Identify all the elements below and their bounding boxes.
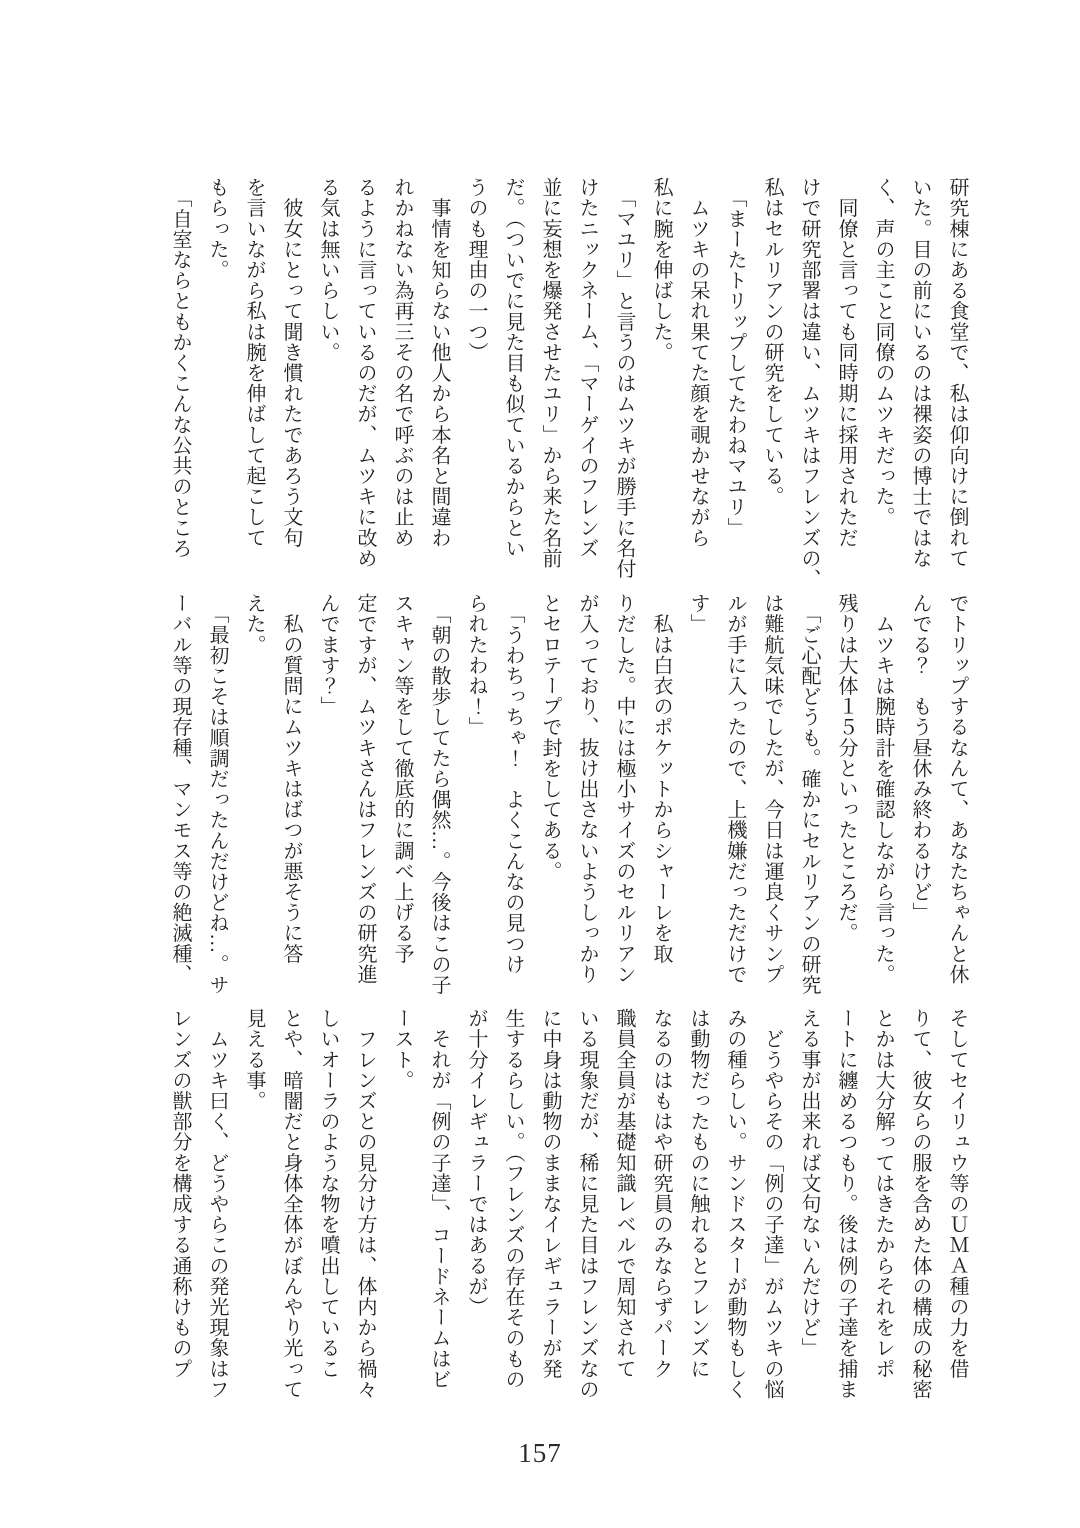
text-column: んでます？」 [317, 593, 339, 717]
text-column: りて、彼女らの服を含めた体の構成の秘密 [909, 1008, 931, 1400]
text-column: いた。目の前にいるのは裸姿の博士ではな [909, 177, 931, 569]
text-column: もらった。 [206, 177, 228, 280]
text-column: 「最初こそは順調だったんだけどね…。サ [206, 593, 228, 995]
text-column: ートに纏めるつもり。後は例の子達を捕ま [835, 1008, 857, 1400]
text-column: みの種らしい。サンドスターが動物もしく [724, 1008, 746, 1400]
text-column: うのも理由の一つ） [465, 177, 487, 363]
text-column: ムツキは腕時計を確認しながら言った。 [872, 593, 894, 985]
text-column: 「ご心配どうも。確かにセルリアンの研究 [798, 593, 820, 995]
text-column: ムツキの呆れ果てた顔を覗かせながら [687, 177, 709, 548]
text-column: りだした。中には極小サイズのセルリアン [613, 593, 635, 985]
text-column: ムツキ曰く、どうやらこの発光現象はフ [206, 1008, 228, 1400]
page-number: 157 [518, 1438, 562, 1468]
text-column: とや、暗闇だと身体全体がぼんやり光って [280, 1008, 302, 1400]
text-column: だ。（ついでに見た目も似ているからとい [502, 177, 524, 559]
text-column: 並に妄想を爆発させたユリ」から来た名前 [539, 177, 561, 569]
text-column: く、声の主こと同僚のムツキだった。 [872, 177, 894, 528]
text-column: が入っており、抜け出さないようしっかり [576, 593, 598, 985]
text-column: 私の質問にムツキはばつが悪そうに答 [280, 593, 302, 964]
text-column: いる現象だが、稀に見た目はフレンズなの [576, 1008, 598, 1400]
text-band-bottom [170, 1008, 967, 1426]
text-column: に中身は動物のままなイレギュラーが発 [539, 1008, 561, 1379]
text-column: 定ですが、ムツキさんはフレンズの研究進 [354, 593, 376, 985]
text-column: 見える事。 [243, 1008, 265, 1111]
text-column: んでる？ もう昼休み終わるけど」 [909, 593, 931, 923]
text-band-middle [170, 593, 967, 1011]
text-column: 私は白衣のポケットからシャーレを取 [650, 593, 672, 964]
text-column: 残りは大体１５分といったところだ。 [835, 593, 857, 944]
text-column: 「マユリ」と言うのはムツキが勝手に名付 [613, 177, 635, 579]
text-column: 事情を知らない他人から本名と間違わ [428, 177, 450, 548]
text-column: えた。 [243, 593, 265, 655]
text-column: なるのはもはや研究員のみならずパーク [650, 1008, 672, 1379]
text-column: が十分イレギュラーではあるが） [465, 1008, 487, 1317]
text-column: とかは大分解ってはきたからそれをレポ [872, 1008, 894, 1379]
text-column: 研究棟にある食堂で、私は仰向けに倒れて [946, 177, 968, 569]
text-column: るように言っているのだが、ムツキに改め [354, 177, 376, 569]
text-column: どうやらその「例の子達」がムツキの悩 [761, 1008, 783, 1400]
text-column: スキャン等をして徹底的に調べ上げる予 [391, 593, 413, 964]
text-column: 職員全員が基礎知識レベルで周知されて [613, 1008, 635, 1379]
text-column: けたニックネーム、「マーゲイのフレンズ [576, 177, 598, 559]
text-column: 生するらしい。（フレンズの存在そのもの [502, 1008, 524, 1390]
text-column: ーバル等の現存種、マンモス等の絶滅種、 [169, 593, 191, 985]
text-column: す」 [687, 593, 709, 635]
text-column: 「うわちっちゃ！ よくこんなの見つけ [502, 593, 524, 975]
text-column: とセロテープで封をしてある。 [539, 593, 561, 882]
text-column: そしてセイリュウ等のＵＭＡ種の力を借 [946, 1008, 968, 1379]
text-column: 「自室ならともかくこんな公共のところ [169, 177, 191, 559]
text-column: 同僚と言っても同時期に採用されただ [835, 177, 857, 548]
text-column: フレンズとの見分け方は、体内から禍々 [354, 1008, 376, 1400]
text-column: を言いながら私は腕を伸ばして起こして [243, 177, 265, 548]
text-column: しいオーラのような物を噴出しているこ [317, 1008, 339, 1379]
text-column: けで研究部署は違い、ムツキはフレンズの、 [798, 177, 820, 589]
text-column: 彼女にとって聞き慣れたであろう文句 [280, 177, 302, 548]
text-band-top [170, 177, 967, 595]
text-column: 私はセルリアンの研究をしている。 [761, 177, 783, 507]
text-column: 「朝の散歩してたら偶然…。今後はこの子 [428, 593, 450, 995]
text-column: は動物だったものに触れるとフレンズに [687, 1008, 709, 1379]
text-column: ースト。 [391, 1008, 413, 1091]
text-column: える事が出来れば文句ないんだけど」 [798, 1008, 820, 1359]
text-column: は難航気味でしたが、今日は運良くサンプ [761, 593, 783, 985]
text-column: でトリップするなんて、あなたちゃんと休 [946, 593, 968, 985]
text-column: それが「例の子達」、コードネームはビ [428, 1008, 450, 1390]
text-column: 私に腕を伸ばした。 [650, 177, 672, 363]
text-column: 「まーたトリップしてたわねマユリ」 [724, 177, 746, 538]
text-column: レンズの獣部分を構成する通称けものプ [169, 1008, 191, 1379]
text-column: ルが手に入ったので、上機嫌だっただけで [724, 593, 746, 985]
text-column: れかねない為再三その名で呼ぶのは止め [391, 177, 413, 548]
text-column: る気は無いらしい。 [317, 177, 339, 363]
text-column: られたわね！」 [465, 593, 487, 738]
